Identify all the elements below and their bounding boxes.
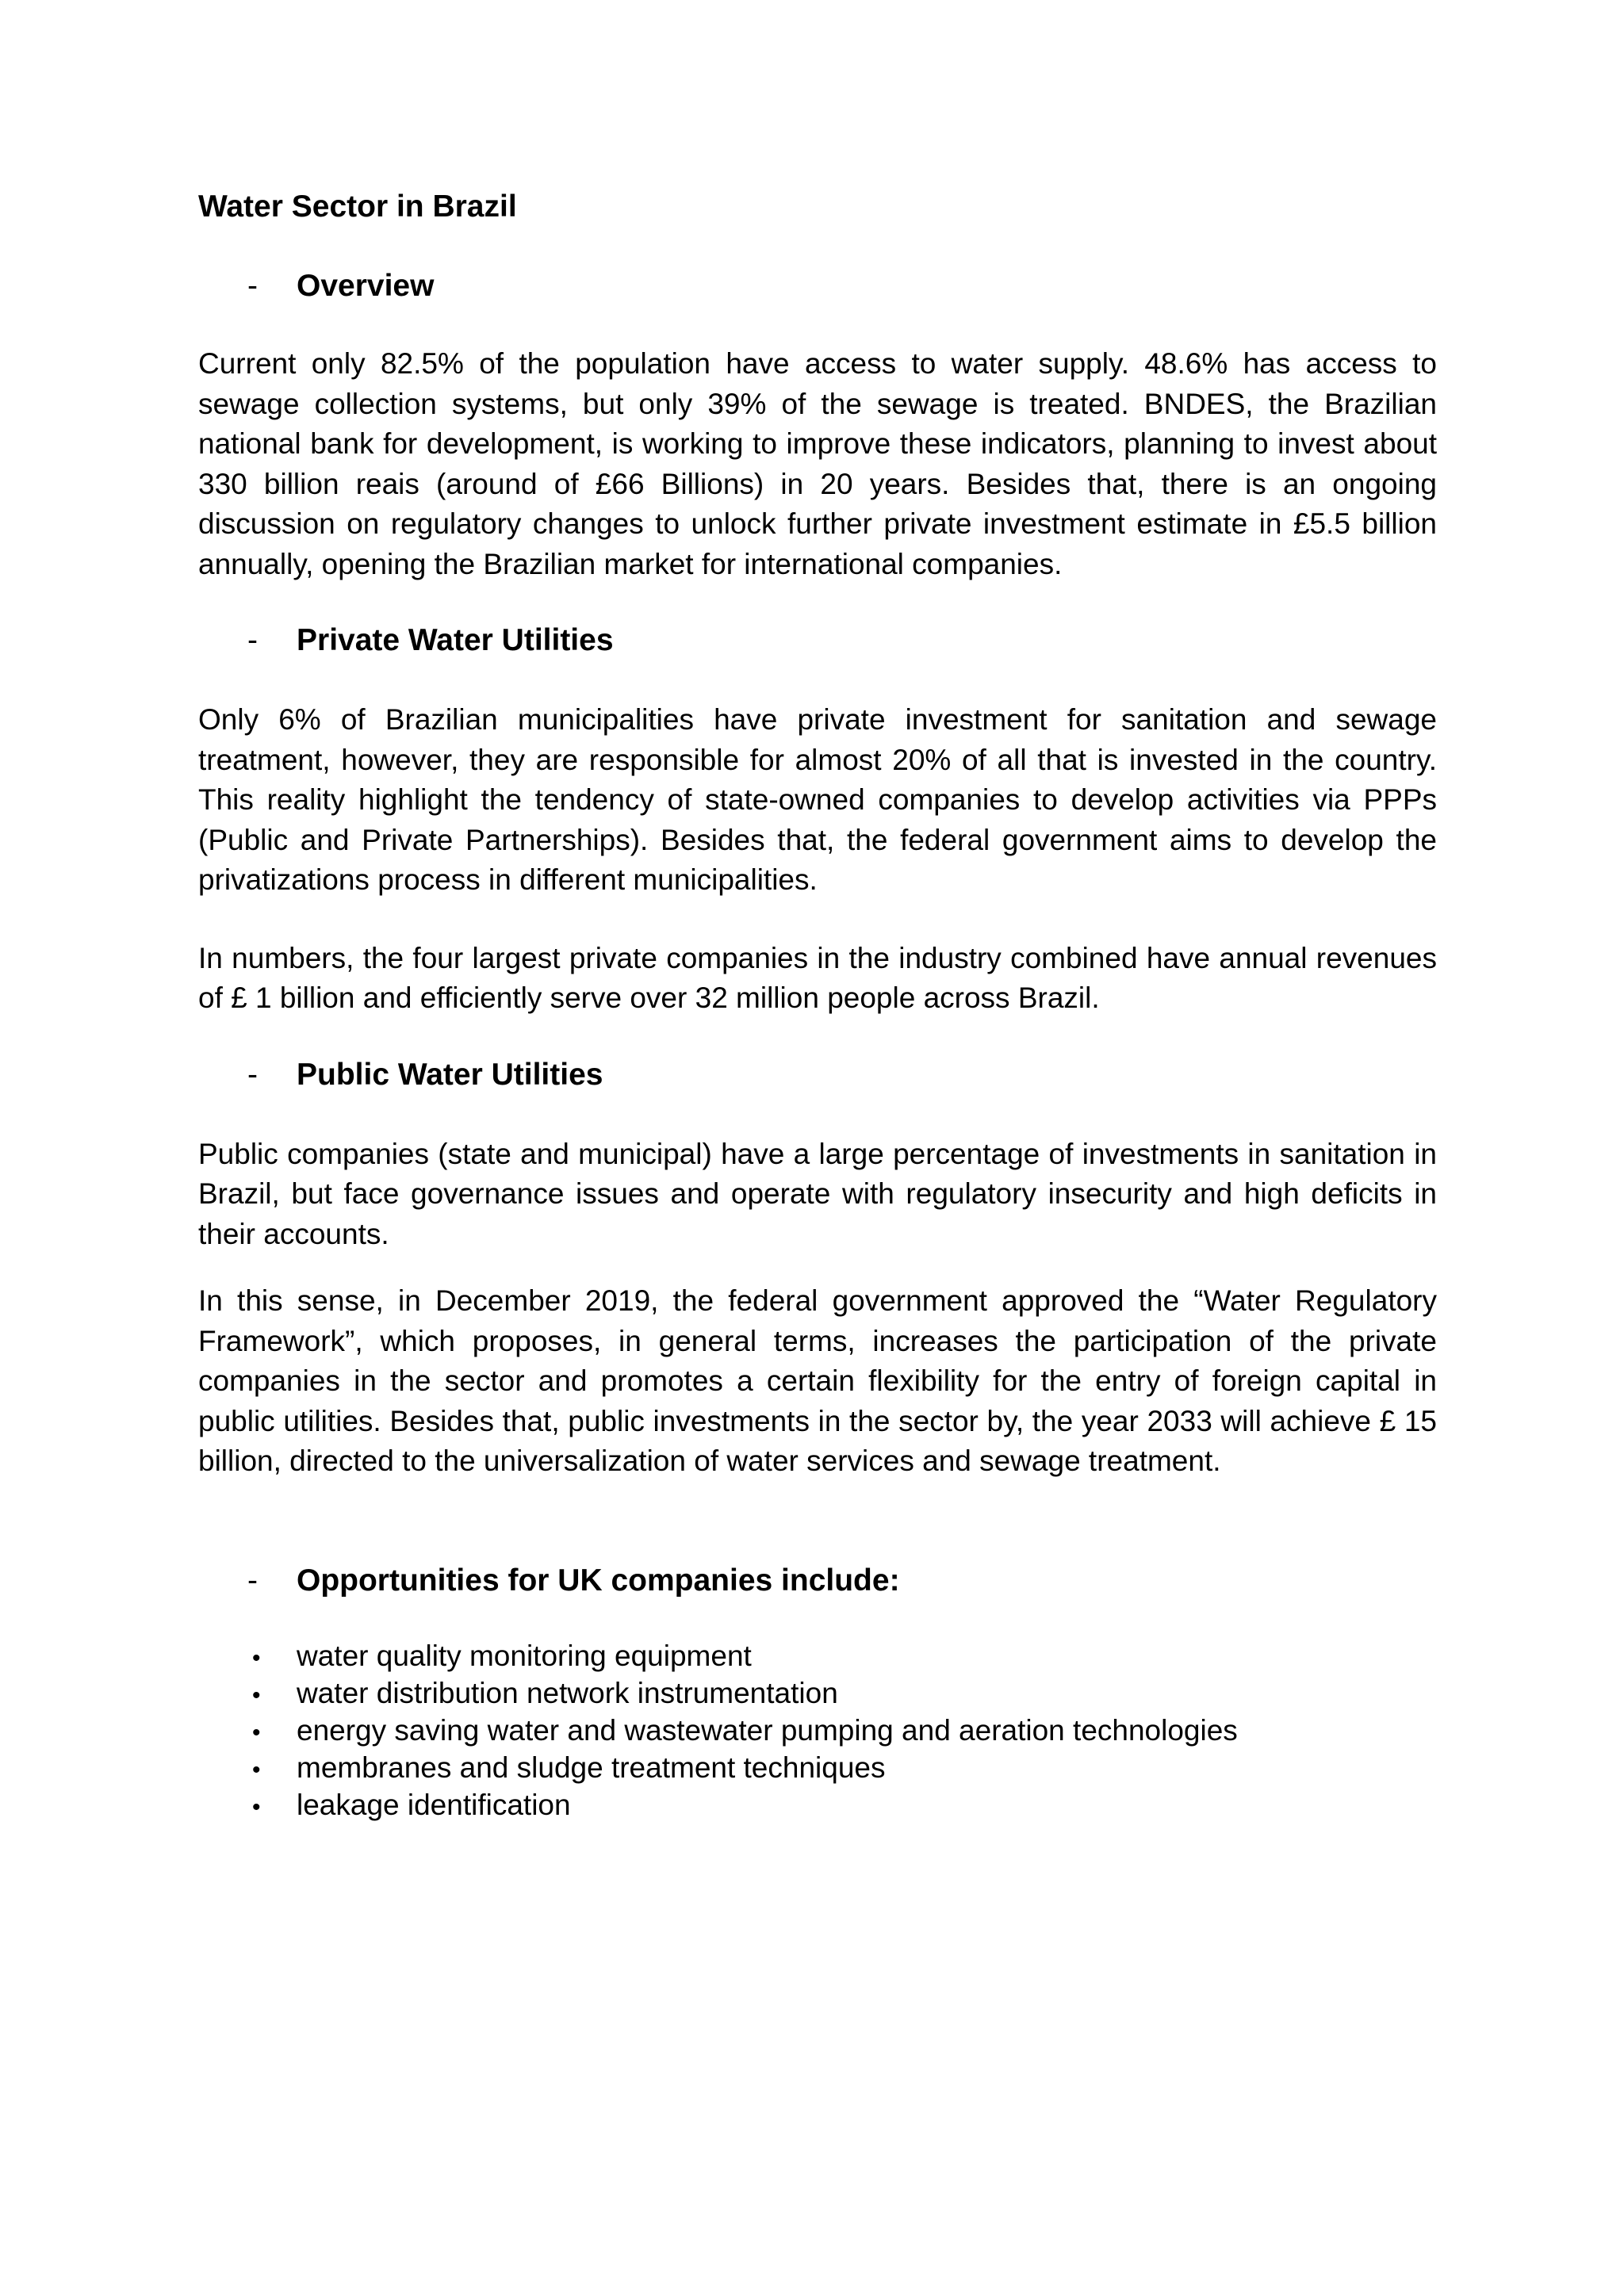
list-item: [198, 1713, 1437, 1751]
dash-marker: -: [247, 1057, 258, 1092]
heading-opportunities: Opportunities for UK companies include:: [297, 1563, 900, 1598]
bullet-icon: •: [252, 1793, 261, 1820]
heading-public-water-utilities: Public Water Utilities: [297, 1057, 603, 1092]
bullet-icon: •: [252, 1719, 261, 1746]
document-page: [198, 187, 1437, 1825]
list-item-text: leakage identification: [297, 1788, 571, 1821]
list-item: [198, 1676, 1437, 1713]
dash-marker: -: [247, 269, 258, 303]
list-item: [198, 1788, 1437, 1825]
list-item: [198, 1751, 1437, 1788]
list-item-text: membranes and sludge treatment techniques: [297, 1751, 886, 1784]
dash-marker: -: [247, 623, 258, 657]
section-heading-public: [198, 1055, 1437, 1095]
list-item-text: water quality monitoring equipment: [297, 1639, 752, 1672]
bullet-icon: •: [252, 1644, 261, 1671]
paragraph-private-1: Only 6% of Brazilian municipalities have private investment for sanitation and sewage treatment, however, they are responsible for almost 20% of all that is invested in the country. This reality highlight the tendency of state-owned companies to develop activities via PPPs (Public and Private Partnerships). Besides that, the federal government aims to develop the privatizations process in different municipalities.: [198, 703, 1437, 896]
heading-private-water-utilities: Private Water Utilities: [297, 623, 614, 657]
section-heading-overview: [198, 266, 1437, 306]
list-item-text: water distribution network instrumentation: [297, 1676, 838, 1709]
paragraph-private-2: In numbers, the four largest private companies in the industry combined have annual revenues of £ 1 billion and efficiently serve over 32 million people across Brazil.: [198, 941, 1437, 1014]
paragraph-public-1: Public companies (state and municipal) have a large percentage of investments in sanitation in Brazil, but face governance issues and operate with regulatory insecurity and high deficits in their accounts.: [198, 1137, 1437, 1250]
paragraph-public-2: In this sense, in December 2019, the federal government approved the “Water Regulatory Framework”, which proposes, in general terms, increases the participation of the private companies in the sector and promotes a certain flexibility for the entry of foreign capital in public utilities. Besides that, public investments in the sector by, the year 2033 will achieve £ 15 billion, directed to the universalization of water services and sewage treatment.: [198, 1284, 1437, 1477]
list-item: [198, 1639, 1437, 1676]
section-heading-opportunities: [198, 1561, 1437, 1601]
list-item-text: energy saving water and wastewater pumping and aeration technologies: [297, 1713, 1238, 1747]
paragraph-overview: Current only 82.5% of the population have access to water supply. 48.6% has access to sewage collection systems, but only 39% of the sewage is treated. BNDES, the Brazilian national bank for development, is working to improve these indicators, planning to invest about 330 billion reais (around of £66 Billions) in 20 years. Besides that, there is an ongoing discussion on regulatory changes to unlock further private investment estimate in £5.5 billion annually, opening the Brazilian market for international companies.: [198, 347, 1437, 580]
heading-overview: Overview: [297, 269, 435, 303]
bullet-icon: •: [252, 1756, 261, 1783]
dash-marker: -: [247, 1563, 258, 1598]
document-title: Water Sector in Brazil: [198, 189, 517, 224]
section-heading-private: [198, 621, 1437, 660]
opportunities-list: [198, 1639, 1437, 1825]
bullet-icon: •: [252, 1682, 261, 1709]
